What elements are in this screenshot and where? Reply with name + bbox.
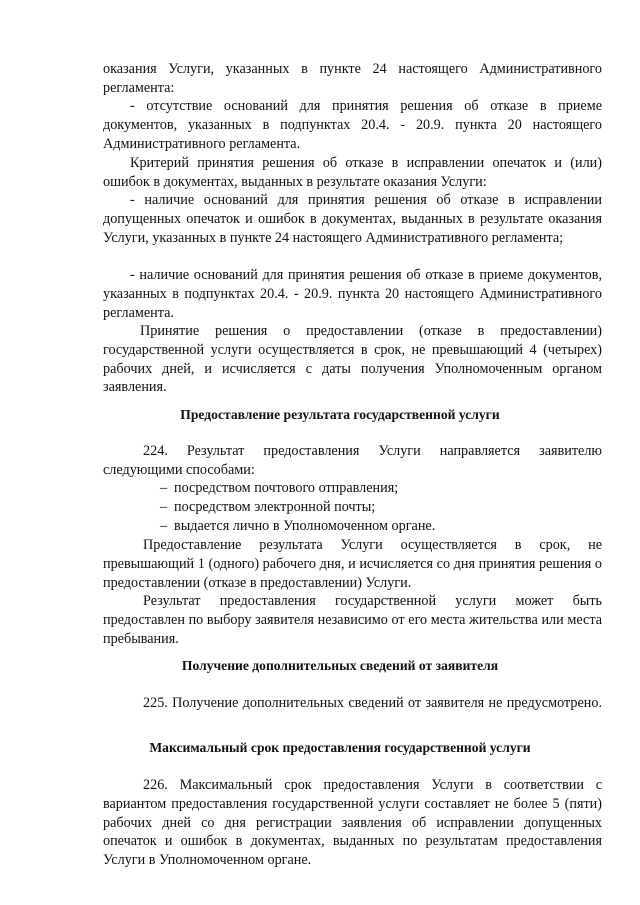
- paragraph-acceptance-refusal-grounds: - наличие оснований для принятия решения об отказе в приеме документов, указанных в подпунктах 20.4. - 20.9. пункта 20 настоящего Административного регламента.: [103, 267, 602, 321]
- paragraph-224: 224. Результат предоставления Услуги направляется заявителю следующими способами:: [103, 443, 602, 478]
- paragraph-continuation: оказания Услуги, указанных в пункте 24 настоящего Административного регламента:: [103, 61, 602, 96]
- paragraph-correction-criterion: Критерий принятия решения об отказе в исправлении опечаток и (или) ошибок в документах, выданных в результате оказания Услуги:: [103, 155, 602, 190]
- paragraph-result-location: Результат предоставления государственной услуги может быть предоставлен по выбору заявителя независимо от его места жительства или места пребывания.: [103, 593, 602, 647]
- list-item: [160, 479, 600, 498]
- paragraph-correction-refusal-grounds: - наличие оснований для принятия решения об отказе в исправлении допущенных опечаток и ошибок в документах, выданных в результате оказания Услуги, указанных в пункте 24 настоящего Административного регламента;: [103, 192, 602, 246]
- list-dash: –: [160, 518, 168, 534]
- list-item-text: посредством почтового отправления;: [174, 480, 399, 496]
- list-item: [160, 498, 600, 517]
- paragraph-result-term: Предоставление результата Услуги осуществляется в срок, не превышающий 1 (одного) рабочего дня, и исчисляется со дня принятия решения о предоставлении (отказе в предоставлении) Услуги.: [103, 537, 602, 591]
- section-heading-max-term: Максимальный срок предоставления государственной услуги: [149, 740, 531, 755]
- list-item-text: посредством электронной почты;: [174, 499, 376, 515]
- section-heading-result: Предоставление результата государственной услуги: [180, 407, 500, 422]
- section-heading-additional-info: Получение дополнительных сведений от заявителя: [181, 658, 499, 673]
- paragraph-no-refusal-grounds: - отсутствие оснований для принятия решения об отказе в приеме документов, указанных в подпунктах 20.4. - 20.9. пункта 20 настоящего Административного регламента.: [103, 98, 602, 152]
- list-dash: –: [160, 499, 168, 515]
- paragraph-225: 225. Получение дополнительных сведений от заявителя не предусмотрено.: [143, 695, 602, 711]
- list-item: [160, 517, 600, 536]
- list-dash: –: [160, 480, 168, 496]
- list-item-text: выдается лично в Уполномоченном органе.: [174, 518, 436, 534]
- paragraph-226: 226. Максимальный срок предоставления Услуги в соответствии с вариантом предоставления государственной услуги составляет не более 5 (пяти) рабочих дней со дня регистрации заявления об исправлении допущенных опечаток и ошибок в документах, выданных по результатам предоставления Услуги в Уполномоченном органе.: [103, 777, 602, 869]
- paragraph-decision-term: Принятие решения о предоставлении (отказе в предоставлении) государственной услуги осуществляется в срок, не превышающий 4 (четырех) рабочих дней, и исчисляется с даты получения Уполномоченным органом заявления.: [103, 323, 602, 396]
